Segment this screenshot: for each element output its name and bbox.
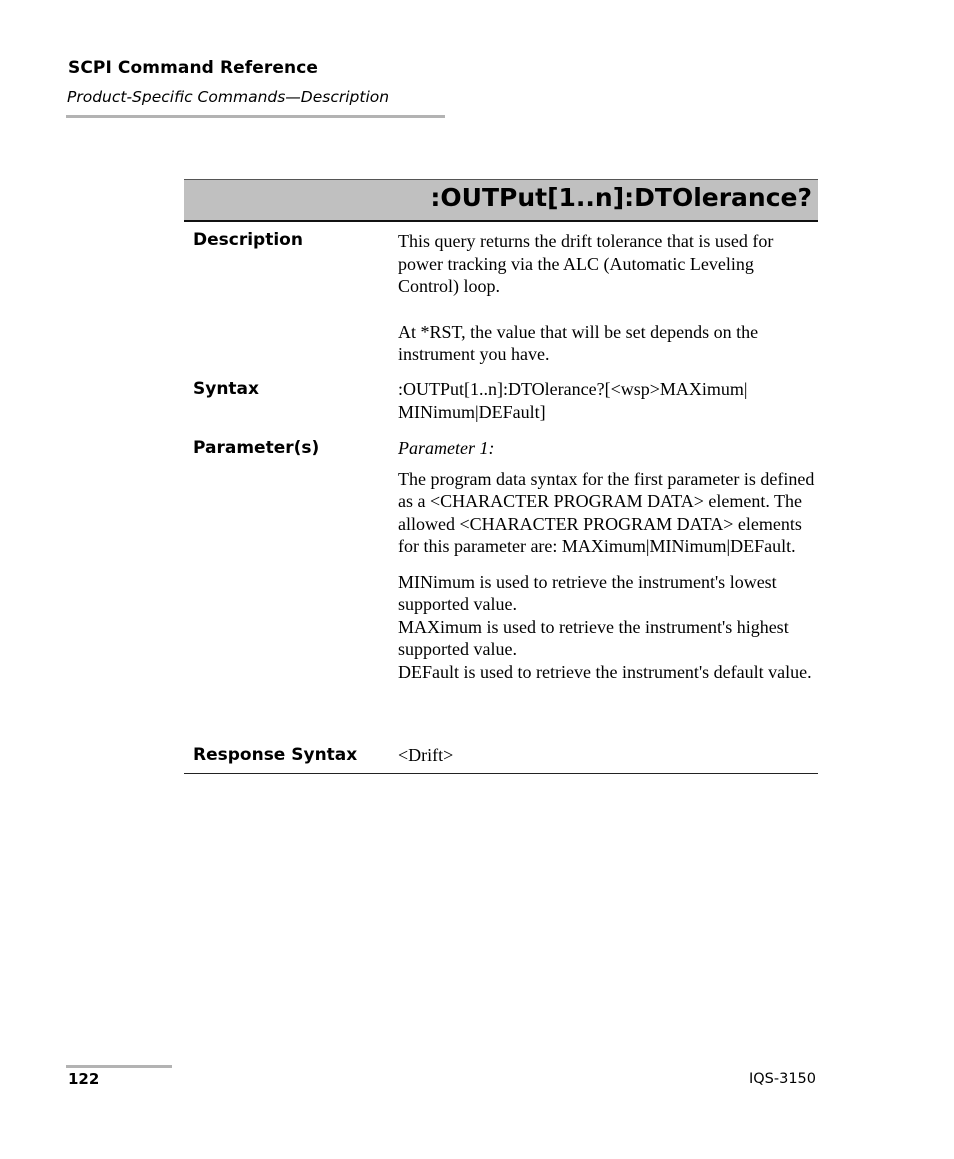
header-rule [66, 115, 445, 118]
page-number: 122 [68, 1070, 100, 1088]
description-para-2: At *RST, the value that will be set depends on the instrument you have. [398, 321, 759, 364]
syntax-text: :OUTPut[1..n]:DTOlerance?[<wsp>MAXimum| MINimum|DEFault] [398, 379, 748, 422]
parameter-heading: Parameter 1: [398, 438, 495, 458]
description-text [398, 230, 816, 366]
command-title-bar [184, 179, 818, 222]
response-syntax-text: <Drift> [398, 745, 454, 765]
parameter-minimum: MINimum is used to retrieve the instrument's lowest supported value. [398, 571, 777, 614]
product-name: IQS-3150 [748, 1071, 816, 1087]
footer-rule [66, 1065, 172, 1068]
command-title: :OUTPut[1..n]:DTOlerance? [430, 183, 812, 212]
parameter-default: DEFault is used to retrieve the instrument's default value. [398, 661, 812, 682]
description-para-1: This query returns the drift tolerance that is used for power tracking via the ALC (Automatic Leveling Control) loop. [398, 231, 774, 296]
response-syntax-label: Response Syntax [193, 745, 358, 765]
parameter-description: The program data syntax for the first parameter is defined as a <CHARACTER PROGRAM DATA> element. The allowed <CHARACTER PROGRAM DATA> elements for this parameter are: MAXimum|MINimum|DEFault. [398, 468, 815, 556]
section-title: SCPI Command Reference [68, 58, 319, 78]
syntax-label: Syntax [193, 379, 259, 399]
description-label: Description [193, 230, 303, 250]
section-subtitle: Product-Specific Commands—Description [67, 88, 390, 106]
table-bottom-rule [184, 773, 818, 774]
parameters-text [398, 437, 816, 683]
parameter-maximum: MAXimum is used to retrieve the instrument's highest supported value. [398, 616, 789, 659]
parameters-label: Parameter(s) [193, 438, 320, 458]
